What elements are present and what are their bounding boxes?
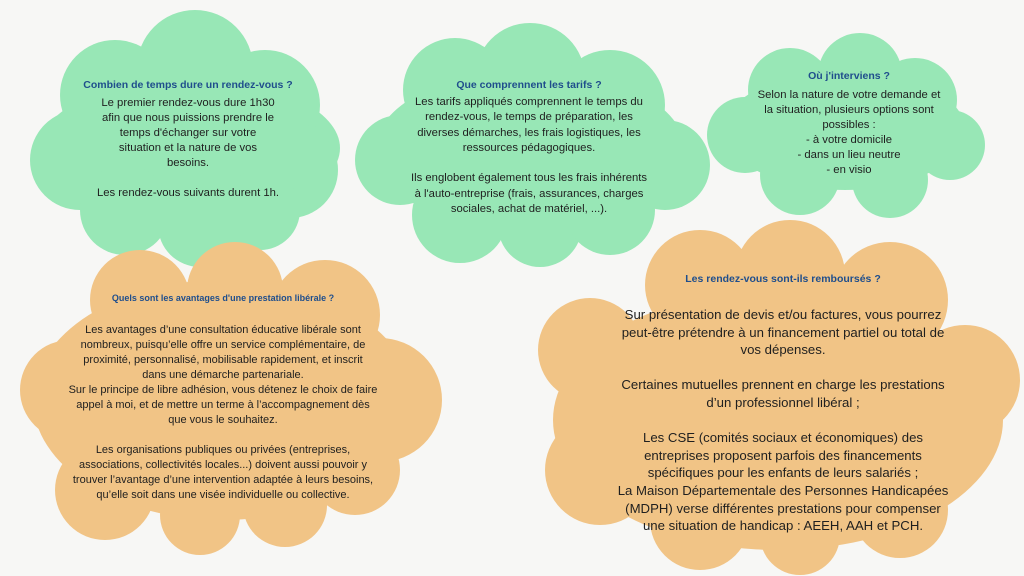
- advantages-body: Les avantages d’une consultation éducative libérale sont nombreux, puisqu’elle offre un service complémentaire, de proximité, personnalisé, mobilisable rapidement, et inscrit dans une démarche partenariale. Sur le principe de libre adhésion, vous détenez le choix de faire appel à moi, et de mettre un terme à l’accompagnement dès que vous le souhaitez. Les organisations publiques ou privées (entreprises, associations, collectivités locales...) doivent aussi pouvoir y trouver l’avantage d’une intervention adaptée à leurs besoins, qu’elle soit dans une visée individuelle ou collective.: [68, 324, 378, 501]
- advantages-title: Quels sont les avantages d'une prestation libérale ?: [111, 293, 335, 303]
- locations-body: Selon la nature de votre demande et la situation, plusieurs options sont possibles : - à votre domicile - dans un lieu neutre - en visio: [757, 89, 941, 176]
- advantages-info-cloud: [62, 293, 384, 503]
- locations-info-cloud: [740, 70, 958, 178]
- reimbursement-title: Les rendez-vous sont-ils remboursés ?: [685, 273, 881, 285]
- reimbursement-info-cloud: [588, 273, 978, 535]
- locations-title: Où j'interviens ?: [808, 70, 890, 82]
- duration-body: Le premier rendez-vous dure 1h30 afin que nous puissions prendre le temps d'échanger sur votre situation et la nature de vos besoins. Les rendez-vous suivants durent 1h.: [96, 97, 280, 199]
- reimbursement-body: Sur présentation de devis et/ou factures, vous pourrez peut-être prétendre à un financement partiel ou total de vos dépenses. Certaines mutuelles prennent en charge les prestations d’un professionnel libéral ; Les CSE (comités sociaux et économiques) des entreprises proposent parfois des financements spécifiques pour les enfants de leurs salariés ; La Maison Départementale des Personnes Handicapées (MDPH) verse différentes prestations pour compenser une situation de handicap : AEEH, AAH et PCH.: [617, 307, 949, 534]
- rates-body: Les tarifs appliqués comprennent le temps du rendez-vous, le temps de préparation, les diverses démarches, les frais logistiques, les ressources pédagogiques. Ils englobent également tous les frais inhérents à l'auto-entreprise (frais, assurances, charges sociales, achat de matériel, ...).: [410, 96, 648, 216]
- rates-info-cloud: [395, 79, 663, 217]
- rates-title: Que comprennent les tarifs ?: [456, 79, 602, 91]
- duration-info-cloud: [70, 79, 306, 201]
- duration-title: Combien de temps dure un rendez-vous ?: [83, 79, 293, 91]
